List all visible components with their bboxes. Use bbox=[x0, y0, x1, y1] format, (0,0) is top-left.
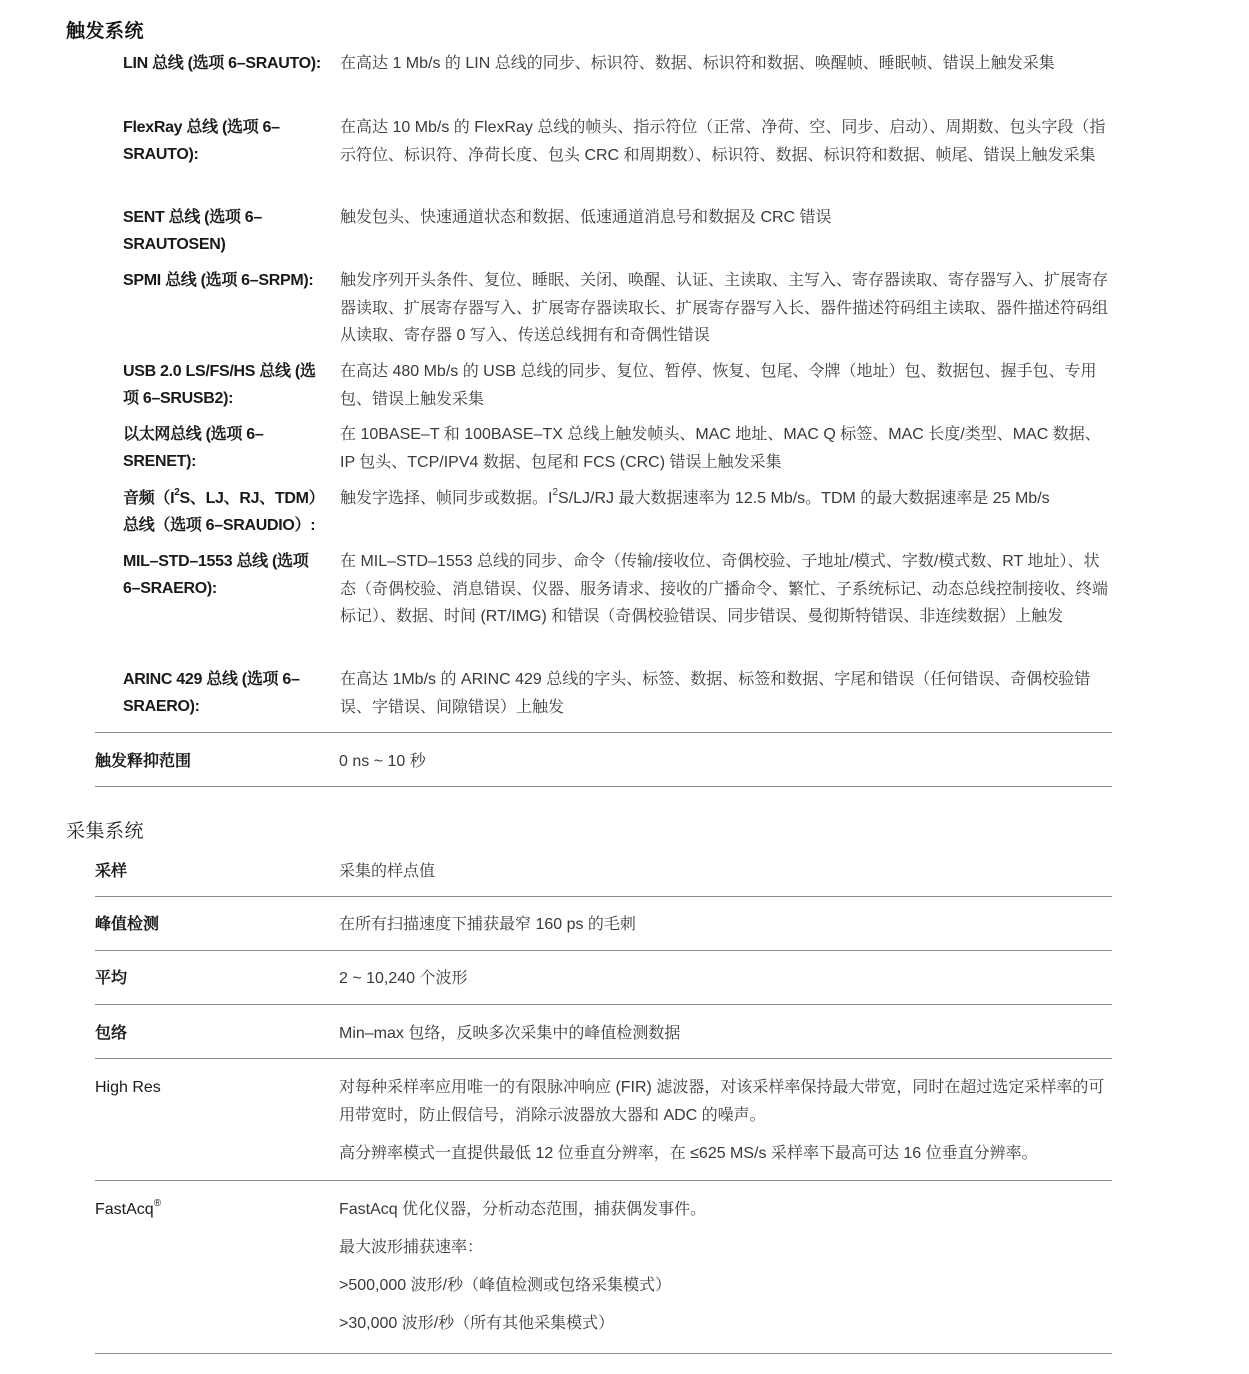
spec-row-usb bbox=[123, 358, 1123, 414]
spec-row-sent bbox=[123, 204, 1123, 260]
divider bbox=[95, 950, 1112, 951]
spec-row-flexray bbox=[123, 114, 1123, 198]
spec-label bbox=[95, 1198, 161, 1222]
spec-label: 以太网总线 (选项 6–SRENET): bbox=[123, 426, 264, 470]
spec-label: USB 2.0 LS/FS/HS 总线 (选项 6–SRUSB2): bbox=[123, 363, 316, 407]
spec-row-fastacq bbox=[95, 1196, 1112, 1346]
spec-label: High Res bbox=[95, 1079, 161, 1096]
spec-label: MIL–STD–1553 总线 (选项 6–SRAERO): bbox=[123, 553, 309, 597]
spec-label: 包络 bbox=[95, 1025, 128, 1042]
spec-label: SENT 总线 (选项 6–SRAUTOSEN) bbox=[123, 209, 262, 253]
registered-mark: ® bbox=[153, 1197, 162, 1209]
spec-desc: 在高达 10 Mb/s 的 FlexRay 总线的帧头、指示符位（正常、净荷、空、同步、启动）、周期数、包头字段（指示符位、标识符、净荷长度、包头 CRC 和周期数）、标识符、数据、标识符和数据、帧尾、错误上触发采集 bbox=[340, 119, 1106, 164]
spec-desc bbox=[339, 1074, 1112, 1178]
spec-label: 峰值检测 bbox=[95, 916, 160, 933]
spec-row-spmi bbox=[123, 267, 1123, 351]
desc-part: S/LJ/RJ 最大数据速率为 12.5 Mb/s。TDM 的最大数据速率是 25 Mb/s bbox=[558, 490, 1050, 507]
spec-label: FlexRay 总线 (选项 6–SRAUTO): bbox=[123, 119, 280, 163]
spec-paragraph: FastAcq 优化仪器，分析动态范围，捕获偶发事件。 bbox=[339, 1201, 707, 1218]
spec-desc bbox=[340, 485, 1115, 513]
spec-row-sample bbox=[95, 860, 1112, 888]
spec-paragraph: >500,000 波形/秒（峰值检测或包络采集模式） bbox=[339, 1277, 672, 1294]
spec-desc: 在 MIL–STD–1553 总线的同步、命令（传输/接收位、奇偶校验、子地址/模式、字数/模式数、RT 地址）、状态（奇偶校验、消息错误、仪器、服务请求、接收的广播命令、繁忙、子系统标记、动态总线控制接收、终端标记）、数据、时间 (RT/IMG) 和错误（奇偶校验错误、同步错误、曼彻斯特错误、非连续数据）上触发 bbox=[340, 553, 1109, 625]
spec-label: ARINC 429 总线 (选项 6–SRAERO): bbox=[123, 671, 300, 715]
divider bbox=[95, 896, 1112, 897]
spec-label: 采样 bbox=[95, 863, 128, 880]
superscript: 2 bbox=[174, 486, 180, 498]
spec-desc: 触发包头、快速通道状态和数据、低速通道消息号和数据及 CRC 错误 bbox=[340, 209, 832, 226]
spec-desc: 在高达 480 Mb/s 的 USB 总线的同步、复位、暂停、恢复、包尾、令牌（地址）包、数据包、握手包、专用包、错误上触发采集 bbox=[340, 363, 1097, 408]
label-part: FastAcq bbox=[95, 1201, 154, 1218]
desc-part: 触发字选择、帧同步或数据。I bbox=[340, 490, 553, 507]
divider bbox=[95, 1058, 1112, 1059]
spec-desc: 在所有扫描速度下捕获最窄 160 ps 的毛刺 bbox=[339, 916, 636, 933]
spec-paragraph: 最大波形捕获速率： bbox=[339, 1239, 484, 1256]
superscript: 2 bbox=[552, 486, 559, 498]
spec-row-lin bbox=[123, 50, 1123, 106]
spec-label: SPMI 总线 (选项 6–SRPM): bbox=[123, 272, 314, 289]
spec-desc: 触发序列开头条件、复位、睡眠、关闭、唤醒、认证、主读取、主写入、寄存器读取、寄存器写入、扩展寄存器读取、扩展寄存器写入、扩展寄存器读取长、扩展寄存器写入长、器件描述符码组主读取、器件描述符码组从读取、寄存器 0 写入、传送总线拥有和奇偶性错误 bbox=[340, 272, 1109, 344]
divider bbox=[95, 786, 1112, 787]
spec-row-audio bbox=[123, 485, 1123, 541]
spec-row-arinc-429 bbox=[123, 666, 1123, 722]
spec-row-holdoff bbox=[95, 750, 1112, 778]
spec-paragraph: 高分辨率模式一直提供最低 12 位垂直分辨率，在 ≤625 MS/s 采样率下最高可达 16 位垂直分辨率。 bbox=[339, 1145, 1038, 1162]
trigger-system-title: 触发系统 bbox=[66, 21, 145, 42]
spec-row-mil-std-1553 bbox=[123, 548, 1123, 660]
spec-label bbox=[123, 485, 328, 539]
spec-desc: 0 ns ~ 10 秒 bbox=[339, 753, 426, 770]
spec-row-envelope bbox=[95, 1022, 1112, 1050]
spec-desc: 在高达 1Mb/s 的 ARINC 429 总线的字头、标签、数据、标签和数据、字尾和错误（任何错误、奇偶校验错误、字错误、间隙错误）上触发 bbox=[340, 671, 1091, 716]
divider bbox=[95, 732, 1112, 733]
spec-paragraph: 对每种采样率应用唯一的有限脉冲响应 (FIR) 滤波器，对该采样率保持最大带宽，同时在超过选定采样率的可用带宽时，防止假信号，消除示波器放大器和 ADC 的噪声。 bbox=[339, 1079, 1105, 1124]
spec-label: 平均 bbox=[95, 970, 128, 987]
spec-desc: Min–max 包络，反映多次采集中的峰值检测数据 bbox=[339, 1025, 681, 1042]
label-part: 音频（I bbox=[123, 490, 175, 507]
spec-desc: 2 ~ 10,240 个波形 bbox=[339, 970, 468, 987]
acquisition-system-title: 采集系统 bbox=[66, 821, 145, 842]
spec-label: LIN 总线 (选项 6–SRAUTO): bbox=[123, 55, 321, 72]
spec-row-average bbox=[95, 967, 1112, 995]
spec-paragraph: >30,000 波形/秒（所有其他采集模式） bbox=[339, 1315, 615, 1332]
divider bbox=[95, 1004, 1112, 1005]
divider bbox=[95, 1353, 1112, 1354]
spec-desc: 在 10BASE–T 和 100BASE–TX 总线上触发帧头、MAC 地址、MAC Q 标签、MAC 长度/类型、MAC 数据、IP 包头、TCP/IPV4 数据、包尾和 FCS (CRC) 错误上触发采集 bbox=[340, 426, 1101, 471]
spec-row-ethernet bbox=[123, 421, 1123, 477]
divider bbox=[95, 1180, 1112, 1181]
spec-label: 触发释抑范围 bbox=[95, 753, 192, 770]
spec-desc: 采集的样点值 bbox=[339, 863, 436, 880]
spec-row-peak-detect bbox=[95, 913, 1112, 941]
label-part: S、LJ、RJ、TDM）总线（选项 6–SRAUDIO）: bbox=[123, 490, 325, 534]
spec-desc: 在高达 1 Mb/s 的 LIN 总线的同步、标识符、数据、标识符和数据、唤醒帧、睡眠帧、错误上触发采集 bbox=[340, 55, 1055, 72]
spec-desc bbox=[339, 1196, 1112, 1348]
spec-row-high-res bbox=[95, 1074, 1112, 1174]
